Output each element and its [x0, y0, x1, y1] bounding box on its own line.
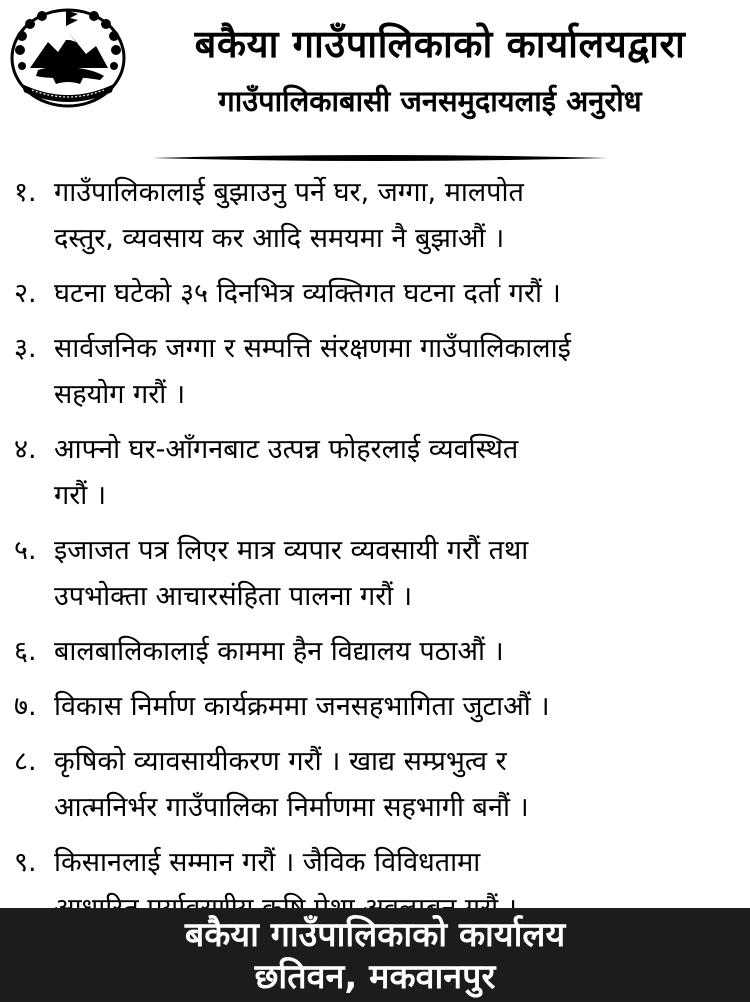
list-item — [0, 326, 750, 418]
list-item — [0, 170, 750, 262]
list-item — [0, 271, 750, 317]
item-number: ५. — [14, 535, 37, 566]
list-item — [0, 528, 750, 620]
item-text-line: सहयोग गरौं । — [54, 379, 186, 410]
item-text-line: आत्मनिर्भर गाउँपालिका निर्माणमा सहभागी बनौं । — [54, 792, 529, 823]
footer-office-name: बकैया गाउँपालिकाको कार्यालय — [184, 915, 566, 955]
list-item — [0, 739, 750, 831]
item-text-line: दस्तुर, व्यवसाय कर आदि समयमा नै बुझाऔं । — [54, 223, 505, 254]
item-number: ६. — [14, 636, 37, 667]
item-text-line: कृषिको व्यावसायीकरण गरौं । खाद्य सम्प्रभुत्व र — [54, 746, 507, 777]
item-number: ८. — [14, 746, 37, 777]
appeal-list — [0, 170, 750, 941]
item-text-line: गाउँपालिकालाई बुझाउनु पर्ने घर, जग्गा, मालपोत — [54, 177, 524, 208]
item-text-line: सार्वजनिक जग्गा र सम्पत्ति संरक्षणमा गाउँपालिकालाई — [54, 333, 571, 364]
item-number: ३. — [14, 333, 37, 364]
item-text-line: विकास निर्माण कार्यक्रममा जनसहभागिता जुटाऔं । — [54, 691, 550, 722]
item-number: १. — [14, 177, 37, 208]
footer-address: छतिवन, मकवानपुर — [254, 957, 496, 997]
item-number: ४. — [14, 434, 37, 465]
footer-banner — [0, 908, 750, 1002]
item-text-line: घटना घटेको ३५ दिनभित्र व्यक्तिगत घटना दर्ता गरौं । — [54, 278, 561, 309]
item-text-line: उपभोक्ता आचारसंहिता पालना गरौं । — [54, 581, 413, 612]
item-number: २. — [14, 278, 37, 309]
decorative-divider — [152, 148, 608, 158]
item-text-line: आफ्नो घर-आँगनबाट उत्पन्न फोहरलाई व्यवस्थित — [54, 434, 519, 465]
nepal-emblem-icon — [8, 6, 128, 110]
notice-subtitle: गाउँपालिकाबासी जनसमुदायलाई अनुरोध — [218, 84, 642, 118]
item-text-line: इजाजत पत्र लिएर मात्र व्यपार व्यवसायी गरौं तथा — [54, 535, 529, 566]
list-item — [0, 629, 750, 675]
notice-title: बकैया गाउँपालिकाको कार्यालयद्वारा — [194, 22, 686, 66]
item-number: ९. — [14, 847, 37, 878]
list-item — [0, 427, 750, 519]
item-text-line: किसानलाई सम्मान गरौं । जैविक विविधतामा — [54, 847, 481, 878]
item-text-line: बालबालिकालाई काममा हैन विद्यालय पठाऔं । — [54, 636, 504, 667]
item-text-line: गरौं । — [54, 480, 107, 511]
item-number: ७. — [14, 691, 37, 722]
list-item — [0, 684, 750, 730]
